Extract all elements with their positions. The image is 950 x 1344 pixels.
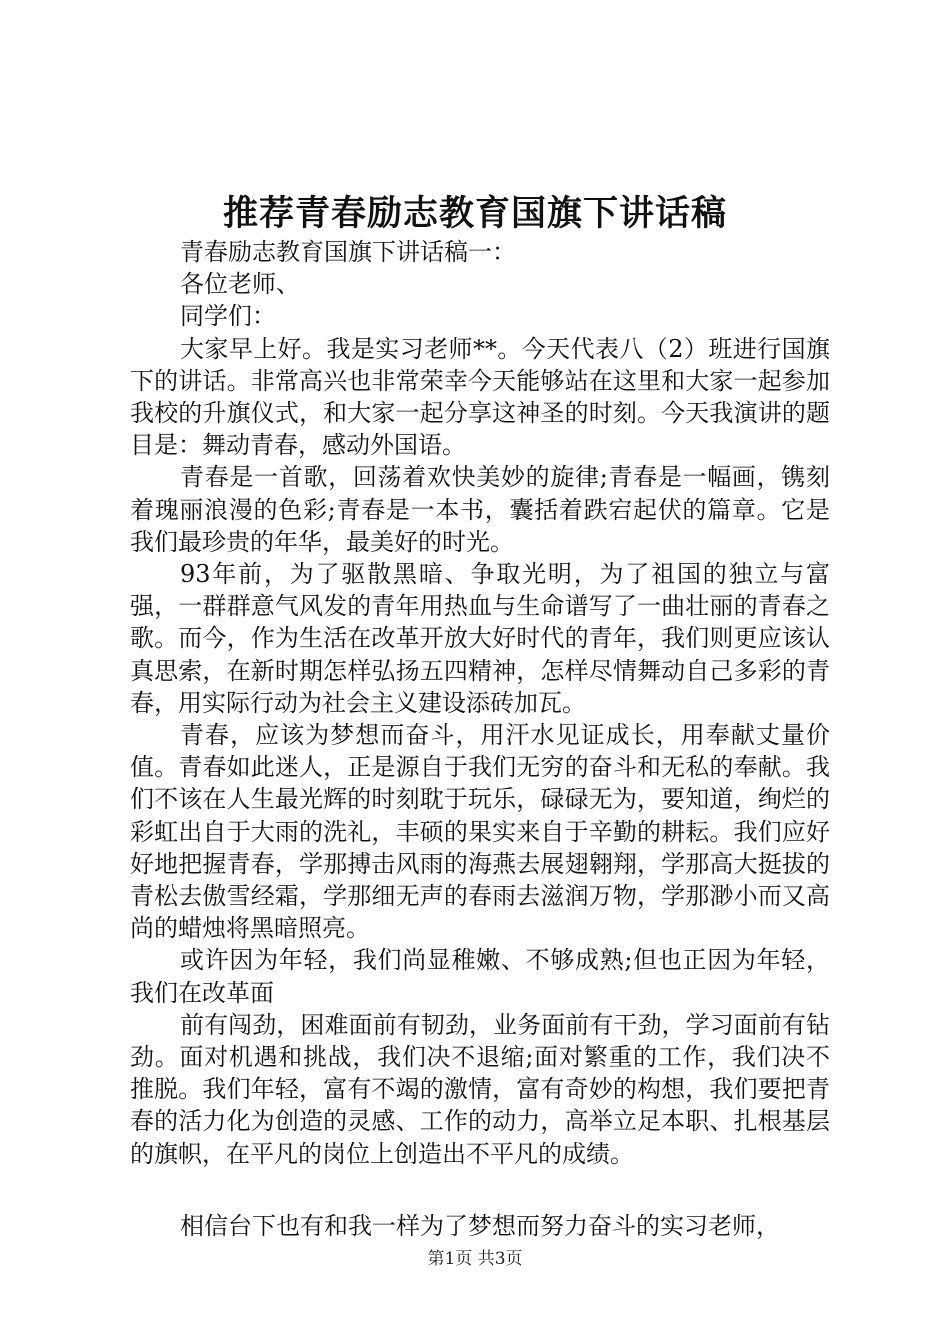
paragraph: 相信台下也有和我一样为了梦想而努力奋斗的实习老师， <box>180 1211 780 1240</box>
document-body <box>130 236 830 1242</box>
paragraph: 大家早上好。我是实习老师**。今天代表八（2）班进行国旗下的讲话。非常高兴也非常荣幸今天能够站在这里和大家一起参加我校的升旗仪式，和大家一起分享这神圣的时刻。今天我演讲的题目是：舞动青春，感动外国语。 <box>130 334 830 460</box>
page-number-label: 第1页 共3页 <box>427 1249 523 1269</box>
paragraph: 青春，应该为梦想而奋斗，用汗水见证成长，用奉献丈量价值。青春如此迷人，正是源自于我们无穷的奋斗和无私的奉献。我们不该在人生最光辉的时刻耽于玩乐，碌碌无为，要知道，绚烂的彩虹出自于大雨的洗礼，丰硕的果实来自于辛勤的耕耘。我们应好好地把握青春，学那搏击风雨的海燕去展翅翱翔，学那高大挺拔的青松去傲雪经霜，学那细无声的春雨去滋润万物，学那渺小而又高尚的蜡烛将黑暗照亮。 <box>130 721 830 943</box>
paragraph: 前有闯劲，困难面前有韧劲，业务面前有干劲，学习面前有钻劲。面对机遇和挑战，我们决不退缩;面对繁重的工作，我们决不推脱。我们年轻，富有不竭的激情，富有奇妙的构想，我们要把青春的活力化为创造的灵感、工作的动力，高举立足本职、扎根基层的旗帜，在平凡的岗位上创造出不平凡的成绩。 <box>130 1010 830 1168</box>
paragraph: 或许因为年轻，我们尚显稚嫩、不够成熟;但也正因为年轻，我们在改革面 <box>130 946 830 1007</box>
paragraph: 青春是一首歌，回荡着欢快美妙的旋律;青春是一幅画，镌刻着瑰丽浪漫的色彩;青春是一本书，囊括着跌宕起伏的篇章。它是我们最珍贵的年华，最美好的时光。 <box>130 463 830 556</box>
page-footer <box>0 1244 950 1269</box>
paragraph: 同学们： <box>180 302 276 331</box>
paragraph: 各位老师、 <box>180 270 300 299</box>
paragraph-spacer <box>130 1170 830 1210</box>
paragraph: 青春励志教育国旗下讲话稿一： <box>180 238 516 266</box>
document-title: 推荐青春励志教育国旗下讲话稿 <box>222 193 727 234</box>
paragraph: 93年前，为了驱散黑暗、争取光明，为了祖国的独立与富强，一群群意气风发的青年用热血与生命谱写了一曲壮丽的青春之歌。而今，作为生活在改革开放大好时代的青年，我们则更应该认真思索，在新时期怎样弘扬五四精神，怎样尽情舞动自己多彩的青春，用实际行动为社会主义建设添砖加瓦。 <box>130 560 830 717</box>
